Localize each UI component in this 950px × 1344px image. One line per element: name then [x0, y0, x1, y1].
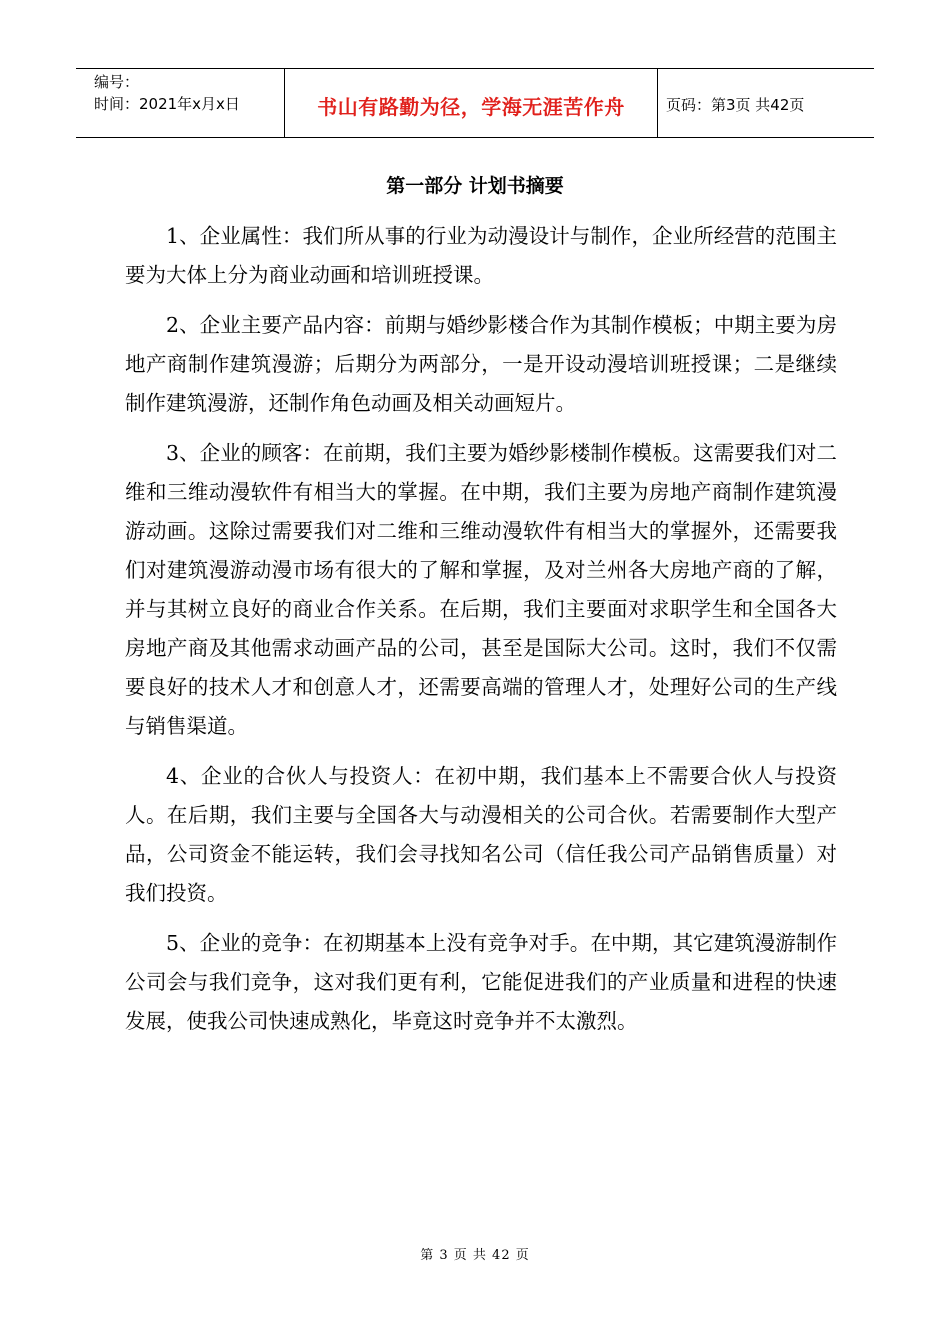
motto-text: 书山有路勤为径，学海无涯苦作舟: [317, 94, 625, 119]
document-body: [125, 217, 837, 1052]
page-header: [76, 68, 874, 138]
page-footer: 第 3 页 共 42 页: [420, 1248, 530, 1263]
paragraph-partners: 4、企业的合伙人与投资人：在初中期，我们基本上不需要合伙人与投资人。在后期，我们主要与全国各大与动漫相关的公司合伙。若需要制作大型产品，公司资金不能运转，我们会寻找知名公司（信任我公司产品销售质量）对我们投资。: [125, 764, 837, 905]
header-motto-cell: [285, 69, 658, 137]
paragraph-products: 2、企业主要产品内容：前期与婚纱影楼合作为其制作模板；中期主要为房地产商制作建筑漫游；后期分为两部分，一是开设动漫培训班授课；二是继续制作建筑漫游，还制作角色动画及相关动画短片。: [125, 313, 837, 415]
paragraph-competition: 5、企业的竞争：在初期基本上没有竞争对手。在中期，其它建筑漫游制作公司会与我们竞争，这对我们更有利，它能促进我们的产业质量和进程的快速发展，使我公司快速成熟化，毕竟这时竞争并不太激烈。: [125, 931, 837, 1033]
header-meta-cell: [76, 69, 285, 137]
time-label: 时间：2021年x月x日: [94, 95, 240, 113]
header-page-cell: [658, 69, 874, 137]
serial-number-label: 编号：: [94, 73, 140, 91]
paragraph-attribute: 1、企业属性：我们所从事的行业为动漫设计与制作，企业所经营的范围主要为大体上分为商业动画和培训班授课。: [125, 224, 837, 287]
page-number-label: 页码：第3页 共42页: [666, 95, 805, 114]
paragraph-customers: 3、企业的顾客：在前期，我们主要为婚纱影楼制作模板。这需要我们对二维和三维动漫软件有相当大的掌握。在中期，我们主要为房地产商制作建筑漫游动画。这除过需要我们对二维和三维动漫软件有相当大的掌握外，还需要我们对建筑漫游动漫市场有很大的了解和掌握，及对兰州各大房地产商的了解，并与其树立良好的商业合作关系。在后期，我们主要面对求职学生和全国各大房地产商及其他需求动画产品的公司，甚至是国际大公司。这时，我们不仅需要良好的技术人才和创意人才，还需要高端的管理人才，处理好公司的生产线与销售渠道。: [125, 441, 837, 738]
section-title: 第一部分 计划书摘要: [386, 175, 564, 197]
